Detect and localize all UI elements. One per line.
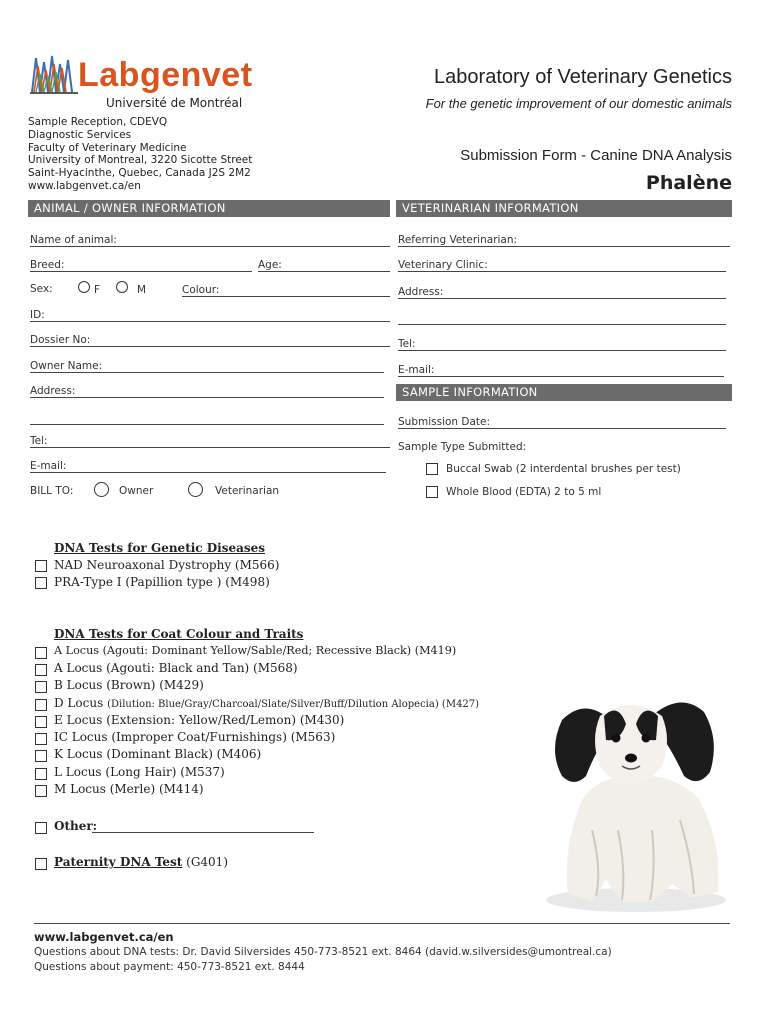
other-field[interactable] (92, 831, 314, 833)
trait-item: IC Locus (Improper Coat/Furnishings) (M563) (54, 730, 336, 744)
trait-checkbox[interactable] (35, 733, 47, 745)
submission-date-field[interactable] (398, 415, 726, 429)
trait-item: E Locus (Extension: Yellow/Red/Lemon) (M430) (54, 713, 345, 727)
disease-checkbox[interactable] (35, 577, 47, 589)
vet-email-label: E-mail: (398, 364, 435, 376)
reception-address (28, 116, 252, 193)
form-title: Submission Form - Canine DNA Analysis (460, 147, 732, 164)
d-locus-label: D Locus (54, 696, 104, 710)
animal-name-field[interactable] (30, 233, 390, 247)
address-line: Faculty of Veterinary Medicine (28, 141, 187, 154)
owner-address-field[interactable] (30, 384, 384, 398)
trait-item: M Locus (Merle) (M414) (54, 782, 204, 796)
trait-checkbox[interactable] (35, 716, 47, 728)
bill-vet-label: Veterinarian (215, 485, 280, 497)
footer-dna-questions: Questions about DNA tests: Dr. David Silversides 450-773-8521 ext. 8464 (david.w.silversides@umontreal.ca) (34, 946, 612, 958)
submission-date-label: Submission Date: (398, 416, 491, 428)
bill-owner-label: Owner (119, 485, 154, 497)
other-label: Other: (54, 819, 98, 833)
address-line: www.labgenvet.ca/en (28, 179, 141, 192)
bill-owner-radio[interactable] (94, 482, 109, 497)
blood-label: Whole Blood (EDTA) 2 to 5 ml (446, 486, 602, 498)
footer-website-link[interactable]: www.labgenvet.ca/en (34, 930, 174, 944)
owner-tel-field[interactable] (30, 434, 390, 448)
paternity-label: Paternity DNA Test (54, 855, 183, 869)
sample-header: SAMPLE INFORMATION (396, 384, 732, 401)
referring-vet-label: Referring Veterinarian: (398, 234, 518, 246)
vet-email-field[interactable] (398, 363, 724, 377)
footer-divider (34, 922, 730, 924)
sex-label: Sex: (30, 283, 53, 295)
age-field[interactable] (258, 258, 390, 272)
trait-item (54, 696, 479, 710)
vet-clinic-label: Veterinary Clinic: (398, 259, 488, 271)
trait-checkbox[interactable] (35, 785, 47, 797)
referring-vet-field[interactable] (398, 233, 730, 247)
sample-type-label: Sample Type Submitted: (398, 441, 527, 453)
lab-subtitle: For the genetic improvement of our domestic animals (425, 96, 732, 111)
owner-tel-label: Tel: (30, 435, 48, 447)
disease-item: PRA-Type I (Papillion type ) (M498) (54, 575, 270, 589)
logo-dna-icon (30, 48, 78, 96)
colour-label: Colour: (182, 284, 220, 296)
vet-clinic-field[interactable] (398, 258, 726, 272)
trait-item: B Locus (Brown) (M429) (54, 678, 204, 692)
sex-m-radio[interactable] (116, 281, 128, 293)
phalene-dog-image (522, 680, 732, 916)
other-checkbox[interactable] (35, 822, 47, 834)
owner-address-line-2[interactable] (30, 423, 384, 425)
genetic-diseases-title: DNA Tests for Genetic Diseases (54, 541, 266, 555)
veterinarian-header: VETERINARIAN INFORMATION (396, 200, 732, 217)
breed-label: Breed: (30, 259, 65, 271)
paternity-code: (G401) (186, 855, 228, 869)
id-label: ID: (30, 309, 45, 321)
vet-address-line-2[interactable] (398, 323, 726, 325)
trait-checkbox[interactable] (35, 664, 47, 676)
id-field[interactable] (30, 308, 390, 322)
vet-address-field[interactable] (398, 285, 726, 299)
sex-f-label: F (94, 284, 101, 296)
lab-title: Laboratory of Veterinary Genetics (434, 66, 732, 88)
trait-item: K Locus (Dominant Black) (M406) (54, 747, 262, 761)
buccal-checkbox[interactable] (426, 463, 438, 475)
vet-tel-label: Tel: (398, 338, 416, 350)
trait-checkbox[interactable] (35, 681, 47, 693)
address-line: Diagnostic Services (28, 128, 132, 141)
logo-text: Labgenvet (78, 56, 253, 94)
logo-subtitle: Université de Montréal (106, 96, 243, 110)
dossier-label: Dossier No: (30, 334, 91, 346)
d-locus-detail: (Dilution: Blue/Gray/Charcoal/Slate/Silver/Buff/Dilution Alopecia) (M427) (107, 699, 480, 710)
disease-item: NAD Neuroaxonal Dystrophy (M566) (54, 558, 280, 572)
age-label: Age: (258, 259, 282, 271)
dossier-field[interactable] (30, 333, 390, 347)
colour-field[interactable] (182, 283, 390, 297)
bill-vet-radio[interactable] (188, 482, 203, 497)
trait-checkbox[interactable] (35, 699, 47, 711)
owner-name-field[interactable] (30, 359, 384, 373)
trait-checkbox[interactable] (35, 768, 47, 780)
vet-address-label: Address: (398, 286, 444, 298)
bill-to-label: BILL TO: (30, 485, 74, 497)
animal-name-label: Name of animal: (30, 234, 117, 246)
trait-item: L Locus (Long Hair) (M537) (54, 765, 225, 779)
footer-payment-questions: Questions about payment: 450-773-8521 ext. 8444 (34, 961, 305, 973)
vet-tel-field[interactable] (398, 337, 726, 351)
animal-owner-header: ANIMAL / OWNER INFORMATION (28, 200, 390, 217)
paternity-checkbox[interactable] (35, 858, 47, 870)
coat-traits-title: DNA Tests for Coat Colour and Traits (54, 627, 304, 641)
disease-checkbox[interactable] (35, 560, 47, 572)
buccal-label: Buccal Swab (2 interdental brushes per test) (446, 463, 681, 475)
owner-name-label: Owner Name: (30, 360, 103, 372)
owner-address-label: Address: (30, 385, 76, 397)
trait-item: A Locus (Agouti: Dominant Yellow/Sable/Red; Recessive Black) (M419) (54, 644, 457, 657)
sex-f-radio[interactable] (78, 281, 90, 293)
breed-title: Phalène (645, 172, 732, 194)
sex-m-label: M (137, 284, 147, 296)
trait-checkbox[interactable] (35, 647, 47, 659)
address-line: University of Montreal, 3220 Sicotte Street (28, 154, 253, 167)
owner-email-field[interactable] (30, 459, 386, 473)
trait-checkbox[interactable] (35, 750, 47, 762)
blood-checkbox[interactable] (426, 486, 438, 498)
address-line: Saint-Hyacinthe, Quebec, Canada J2S 2M2 (28, 167, 251, 180)
address-line: Sample Reception, CDEVQ (28, 116, 168, 128)
trait-item: A Locus (Agouti: Black and Tan) (M568) (54, 661, 298, 675)
breed-field[interactable] (30, 258, 252, 272)
paternity-item (54, 855, 228, 869)
owner-email-label: E-mail: (30, 460, 67, 472)
